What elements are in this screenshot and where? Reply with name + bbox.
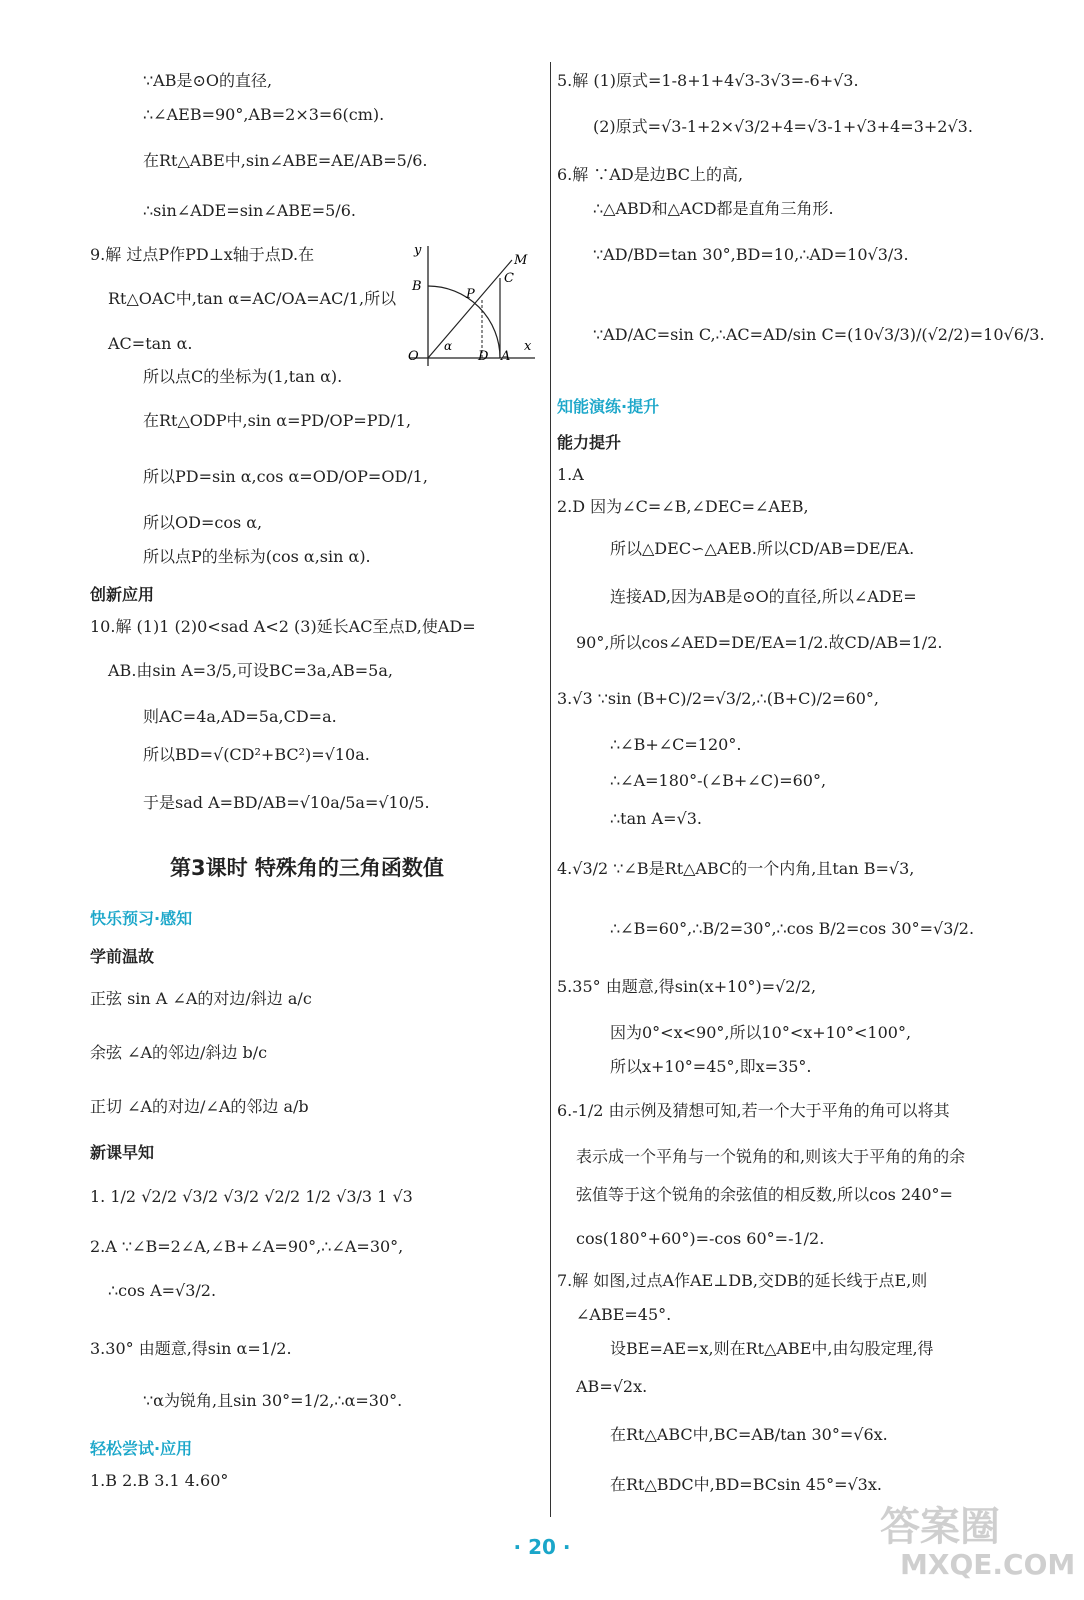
text-line: 所以PD=sin α,cos α=OD/OP=OD/1,: [143, 467, 428, 486]
text-line: 90°,所以cos∠AED=DE/EA=1/2.故CD/AB=1/2.: [576, 633, 943, 652]
section-subheading: 新课早知: [90, 1143, 155, 1162]
text-line: AB=√2x.: [576, 1377, 648, 1396]
text-line: 6.-1/2 由示例及猜想可知,若一个大于平角的角可以将其: [557, 1101, 950, 1120]
text-line: 3.√3 ∵sin (B+C)/2=√3/2,∴(B+C)/2=60°,: [557, 689, 880, 708]
figure-label: α: [444, 339, 453, 353]
text-line: 正切 ∠A的对边/∠A的邻边 a/b: [90, 1097, 309, 1116]
text-line: ∴∠A=180°-(∠B+∠C)=60°,: [610, 771, 827, 790]
figure-label: B: [412, 279, 422, 294]
figure-label: D: [478, 349, 489, 364]
section-subheading: 创新应用: [90, 585, 155, 604]
text-line: 所以△DEC∽△AEB.所以CD/AB=DE/EA.: [610, 539, 915, 558]
column-divider: [550, 62, 551, 1517]
unit-arc: [428, 286, 500, 358]
text-line: 所以OD=cos α,: [143, 513, 263, 532]
text-line: 2.D 因为∠C=∠B,∠DEC=∠AEB,: [557, 497, 809, 516]
text-line: cos(180°+60°)=-cos 60°=-1/2.: [576, 1229, 825, 1248]
figure-label: A: [501, 349, 511, 364]
text-line: 5.解 (1)原式=1-8+1+4√3-3√3=-6+√3.: [557, 71, 859, 90]
figure-label: O: [408, 349, 419, 364]
text-line: ∠ABE=45°.: [576, 1305, 672, 1324]
text-line: 表示成一个平角与一个锐角的和,则该大于平角的角的余: [576, 1147, 966, 1166]
text-line: 1. 1/2 √2/2 √3/2 √3/2 √2/2 1/2 √3/3 1 √3: [90, 1187, 413, 1206]
text-line: Rt△OAC中,tan α=AC/OA=AC/1,所以: [108, 289, 397, 308]
text-line: 正弦 sin A ∠A的对边/斜边 a/c: [90, 989, 312, 1008]
text-line: 2.A ∵∠B=2∠A,∠B+∠A=90°,∴∠A=30°,: [90, 1237, 404, 1256]
text-line: ∴∠B+∠C=120°.: [610, 735, 742, 754]
text-line: 余弦 ∠A的邻边/斜边 b/c: [90, 1043, 268, 1062]
section-heading: 知能演练·提升: [557, 397, 660, 416]
text-line: ∵AB是⊙O的直径,: [143, 71, 273, 90]
figure-label: M: [514, 253, 528, 268]
section-subheading: 学前温故: [90, 947, 155, 966]
text-line: 在Rt△ABE中,sin∠ABE=AE/AB=5/6.: [143, 151, 428, 170]
text-line: ∴tan A=√3.: [610, 809, 702, 828]
text-line: 所以x+10°=45°,即x=35°.: [610, 1057, 812, 1076]
text-line: ∴∠B=60°,∴B/2=30°,∴cos B/2=cos 30°=√3/2.: [610, 919, 975, 938]
text-line: 设BE=AE=x,则在Rt△ABE中,由勾股定理,得: [610, 1339, 934, 1358]
text-line: 5.35° 由题意,得sin(x+10°)=√2/2,: [557, 977, 817, 996]
page-number: · 20 ·: [513, 1535, 571, 1559]
text-line: (2)原式=√3-1+2×√3/2+4=√3-1+√3+4=3+2√3.: [593, 117, 973, 136]
text-line: 在Rt△ODP中,sin α=PD/OP=PD/1,: [143, 411, 412, 430]
text-line: ∵AD/AC=sin C,∴AC=AD/sin C=(10√3/3)/(√2/2)=10√6/3.: [593, 325, 1045, 344]
text-line: ∵α为锐角,且sin 30°=1/2,∴α=30°.: [143, 1391, 403, 1410]
text-line: 在Rt△BDC中,BD=BCsin 45°=√3x.: [610, 1475, 882, 1494]
text-line: ∴sin∠ADE=sin∠ABE=5/6.: [143, 201, 356, 220]
text-line: 于是sad A=BD/AB=√10a/5a=√10/5.: [143, 793, 430, 812]
figure-label: C: [504, 271, 514, 286]
text-line: 因为0°<x<90°,所以10°<x+10°<100°,: [610, 1023, 912, 1042]
figure-label: y: [414, 243, 422, 258]
text-line: ∴∠AEB=90°,AB=2×3=6(cm).: [143, 105, 385, 124]
text-line: 所以点C的坐标为(1,tan α).: [143, 367, 343, 386]
text-line: 10.解 (1)1 (2)0<sad A<2 (3)延长AC至点D,使AD=: [90, 617, 476, 636]
text-line: 连接AD,因为AB是⊙O的直径,所以∠ADE=: [610, 587, 917, 606]
text-line: ∵AD/BD=tan 30°,BD=10,∴AD=10√3/3.: [593, 245, 909, 264]
text-line: 4.√3/2 ∵∠B是Rt△ABC的一个内角,且tan B=√3,: [557, 859, 915, 878]
text-line: ∴cos A=√3/2.: [108, 1281, 217, 1300]
lesson-title: 第3课时 特殊角的三角函数值: [170, 856, 444, 880]
watermark-logo: 答案圈: [880, 1504, 1000, 1550]
ray-om: [428, 260, 512, 358]
text-line: AC=tan α.: [108, 334, 193, 353]
text-line: 则AC=4a,AD=5a,CD=a.: [143, 707, 337, 726]
section-subheading: 能力提升: [557, 433, 622, 452]
text-line: 所以BD=√(CD²+BC²)=√10a.: [143, 745, 370, 764]
figure-label: x: [524, 339, 532, 354]
section-heading: 快乐预习·感知: [90, 909, 193, 928]
text-line: 3.30° 由题意,得sin α=1/2.: [90, 1339, 292, 1358]
section-heading: 轻松尝试·应用: [90, 1439, 193, 1458]
figure-label: P: [466, 287, 475, 302]
text-line: 6.解 ∵AD是边BC上的高,: [557, 165, 744, 184]
text-line: 所以点P的坐标为(cos α,sin α).: [143, 547, 371, 566]
text-line: 1.A: [557, 465, 584, 484]
text-line: 9.解 过点P作PD⊥x轴于点D.在: [90, 245, 315, 264]
coordinate-figure: [400, 238, 540, 368]
text-line: 弦值等于这个锐角的余弦值的相反数,所以cos 240°=: [576, 1185, 953, 1204]
text-line: AB.由sin A=3/5,可设BC=3a,AB=5a,: [108, 661, 393, 680]
text-line: 1.B 2.B 3.1 4.60°: [90, 1471, 229, 1490]
watermark-url: MXQE.COM: [900, 1548, 1076, 1581]
text-line: ∴△ABD和△ACD都是直角三角形.: [593, 199, 834, 218]
text-line: 在Rt△ABC中,BC=AB/tan 30°=√6x.: [610, 1425, 888, 1444]
text-line: 7.解 如图,过点A作AE⊥DB,交DB的延长线于点E,则: [557, 1271, 928, 1290]
